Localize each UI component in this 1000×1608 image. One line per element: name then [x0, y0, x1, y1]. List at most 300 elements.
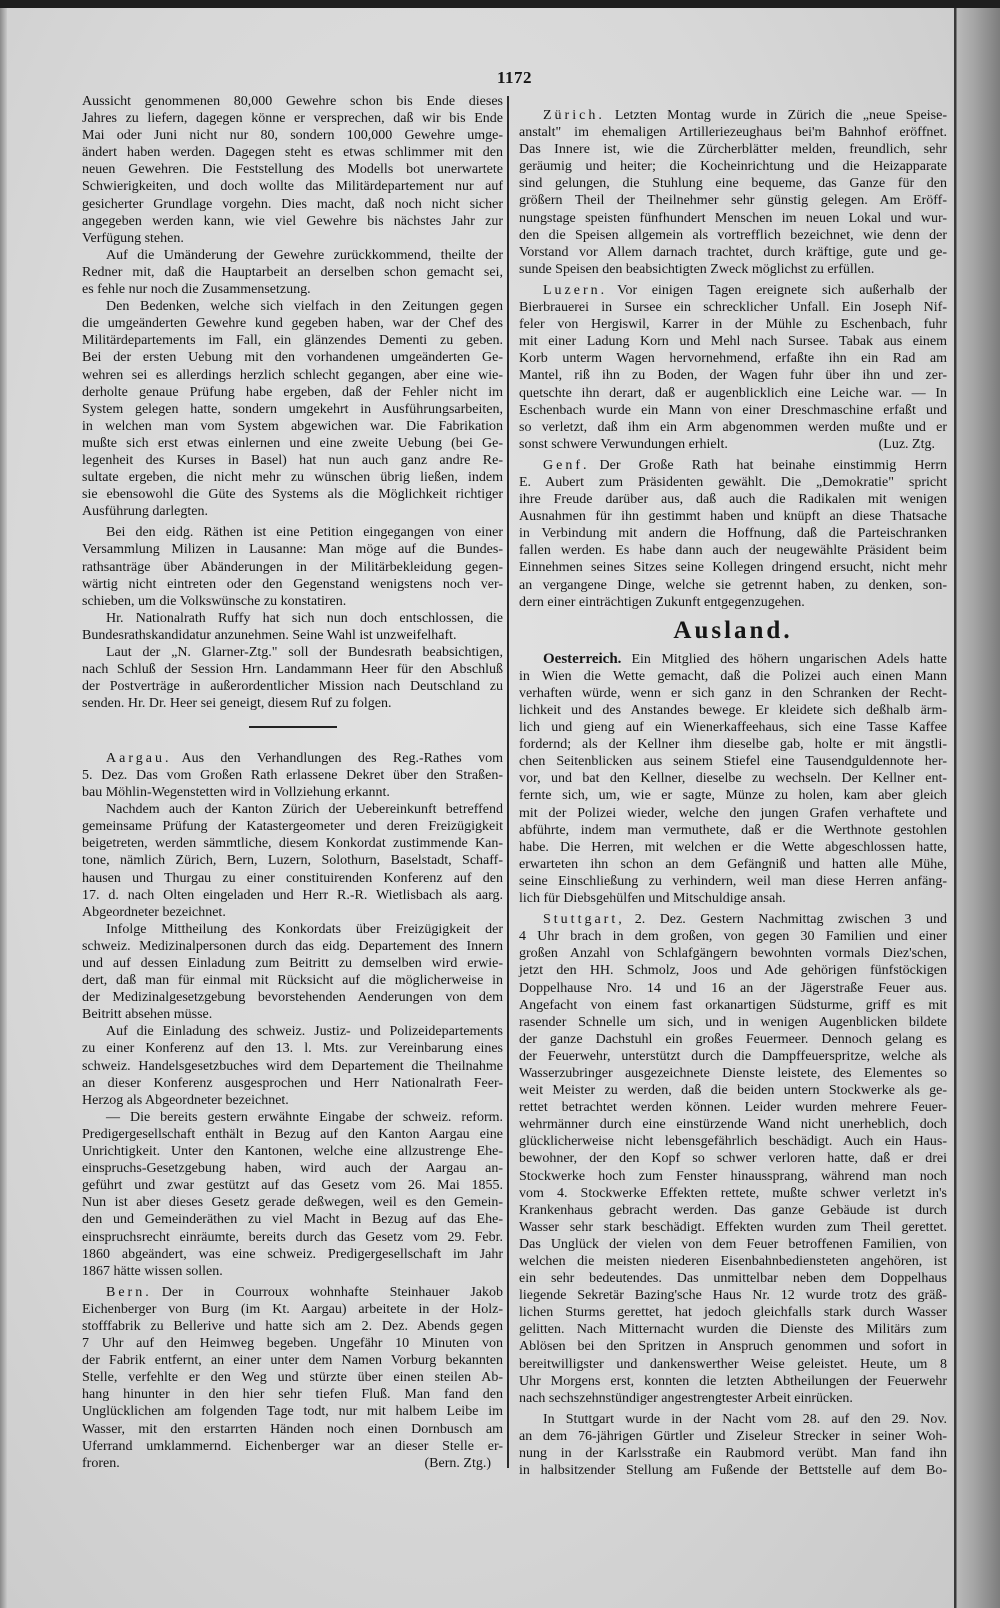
line-text [519, 703, 947, 718]
line-content: bereitwilligster und dankenswerther Weise geleistet. Heute, um 8 [519, 1356, 947, 1372]
line-content: Auf die Umänderung der Gewehre zurückkommend, theilte der [106, 247, 503, 263]
text-line [82, 144, 503, 161]
line-text [82, 111, 503, 126]
line-text [519, 1066, 947, 1081]
line-text [519, 509, 947, 524]
line-text [519, 228, 947, 243]
text-line [82, 818, 503, 835]
text-line [519, 997, 947, 1014]
line-content: mit der Polizei wieder, welche den jungen Grafen verhaftete und [519, 805, 947, 821]
line-content: Ausnahmen für ihn gestimmt haben und knüpft an diese Thatsache [519, 509, 947, 525]
text-line [82, 384, 503, 401]
line-text [82, 1247, 503, 1262]
text-line [519, 419, 947, 436]
line-text [82, 436, 503, 451]
line-text [106, 1110, 503, 1125]
text-line [82, 1194, 503, 1211]
text-line [519, 911, 947, 928]
line-text [519, 1446, 947, 1461]
article-paragraph [82, 801, 503, 921]
line-text [519, 1271, 947, 1286]
text-line [519, 805, 947, 822]
article-dateline: Bern. [106, 1284, 152, 1300]
line-content: der Fabrik entfernt, an einer unter dem Namen Vorburg bekannten [82, 1353, 503, 1369]
line-content: Krankenhaus gebracht werden. Das ganze Gebäude ist durch [519, 1202, 947, 1218]
text-line [82, 524, 503, 541]
text-line [82, 349, 503, 366]
line-content: bewohner, der den Kopf so schwer verloren hatte, daß er drei [519, 1151, 947, 1167]
line-content: Unrichtigkeit. Unter den Kantonen, welche eine allzustrenge Ehe- [82, 1144, 503, 1160]
line-content: Aus den Verhandlungen des Reg.-Rathes vom [181, 750, 503, 766]
text-line [82, 1386, 503, 1403]
line-text [82, 1230, 503, 1245]
line-text [82, 1041, 503, 1056]
article-paragraph [82, 644, 503, 712]
line-content: 17. d. nach Olten eingeladen und Herr R.-R. Wietlisbach als aarg. [82, 887, 503, 903]
text-line [82, 972, 503, 989]
line-content: nach sechszehnstündiger angestrengtester Arbeit einrücken. [519, 1390, 853, 1406]
text-line [519, 945, 947, 962]
line-content: Vorstand vor Allem darnach trachtet, durch kräftige, gute und ge- [519, 244, 947, 260]
text-line [82, 767, 503, 784]
text-line [519, 980, 947, 997]
text-line [519, 753, 947, 770]
text-line [519, 282, 947, 299]
line-content: Verfügung stehen. [82, 230, 184, 246]
line-content: Wasser, mit den erstarrten Händen noch einen Dornbusch am [82, 1421, 503, 1437]
line-text [519, 1429, 947, 1444]
text-line [519, 1356, 947, 1373]
text-line [519, 702, 947, 719]
line-content: 2. Dez. Gestern Nachmittag zwischen 3 und [634, 912, 947, 928]
article-paragraph [519, 1411, 947, 1479]
line-content: einspruchsrecht einräumte, bereits durch das Gesetz vom 29. Febr. [82, 1229, 503, 1245]
line-content: wehren sei es allerdings herzlich schlecht gegangen, aber eine wie- [82, 367, 503, 383]
line-content: neuen Gewehren. Die Feststellung des Modells bot unerwartete [82, 162, 503, 178]
line-text [519, 840, 947, 855]
line-content: Nun ist aber dieses Gesetz gerade deßwegen, weil es den Gemein- [82, 1195, 503, 1211]
line-text [82, 1093, 289, 1108]
line-text [519, 437, 728, 452]
text-line [519, 770, 947, 787]
line-content: die umgeänderten Gewehre kund gegeben haben, war der Chef des [82, 316, 503, 332]
line-text [82, 350, 503, 365]
line-content: weit Meister zu werden, daß die beiden untern Stockwerke als ge- [519, 1083, 947, 1099]
text-line [82, 955, 503, 972]
scan-right-edge [954, 8, 1000, 1608]
line-text [82, 214, 503, 229]
line-content: stofffabrik zu Bellerive und hatte sich am 2. Dez. Abends gegen [82, 1318, 503, 1334]
article-paragraph [82, 921, 503, 1024]
text-line [519, 316, 947, 333]
text-line [82, 1229, 503, 1246]
line-content: In Stuttgart wurde in der Nacht vom 28. auf den 29. Nov. [543, 1411, 947, 1427]
line-content: 5. Dez. Das vom Großen Rath erlassene Dekret über den Straßen- [82, 767, 503, 783]
text-line [519, 839, 947, 856]
line-text [82, 1387, 503, 1402]
line-text [82, 819, 503, 834]
line-content: gemeinsame Prüfung der Katastergeometer und deren Freizügigkeit [82, 819, 503, 835]
line-content: Herzog als Abgeordneter bezeichnet. [82, 1092, 289, 1108]
line-text [519, 1322, 947, 1337]
line-text [519, 1374, 947, 1389]
line-text [82, 1302, 503, 1317]
line-text [519, 963, 947, 978]
line-text [519, 1015, 947, 1030]
text-line [519, 1304, 947, 1321]
text-line [519, 1390, 947, 1407]
text-line [519, 1133, 947, 1150]
line-text [519, 720, 947, 735]
text-line [82, 750, 503, 767]
line-text [106, 802, 503, 817]
text-line [519, 192, 947, 209]
line-content: liegende Sekretär Bazing'sche Haus Nr. 12 wurde trotz des gräß- [519, 1288, 947, 1304]
line-text [82, 1178, 503, 1193]
text-line [519, 719, 947, 736]
text-line [82, 247, 503, 264]
line-content: Unglücklichen am folgenden Tage todt, nur mit halbem Leibe im [82, 1404, 503, 1420]
text-line [82, 435, 503, 452]
text-line [519, 107, 947, 124]
text-line [519, 1014, 947, 1031]
line-content: angegeben werden kann, wie viel Gewehre bis nächstes Jahr zur [82, 213, 503, 229]
text-line [519, 385, 947, 402]
line-content: Stelle, verfehlte er den Weg und stürzte über einen steilen Ab- [82, 1370, 503, 1386]
article-paragraph [82, 93, 503, 247]
line-content: E. Aubert zum Präsidenten gewählt. Die „Demokratie" spricht [519, 474, 947, 490]
line-text [82, 1059, 503, 1074]
text-line [519, 491, 947, 508]
article-paragraph [519, 457, 947, 611]
line-content: Beitritt absehen müsse. [82, 1007, 213, 1023]
line-text [82, 1319, 503, 1334]
text-line [519, 559, 947, 576]
line-text [519, 317, 947, 332]
article-paragraph [82, 610, 503, 644]
line-text [82, 1195, 503, 1210]
line-text [519, 300, 947, 315]
text-line [519, 1338, 947, 1355]
line-text [519, 1186, 947, 1201]
article-paragraph [519, 107, 947, 278]
line-text [519, 125, 947, 140]
line-text [519, 1032, 947, 1047]
line-text [519, 595, 805, 610]
line-content: sind gelungen, die Stuhlung eine bequeme, das Ganze für den [519, 176, 947, 192]
article-dateline: Stuttgart, [543, 912, 625, 928]
line-content: Ausführung darlegten. [82, 504, 208, 520]
line-content: schweiz. Handelsgesetzbuches wird dem Departement die Theilnahme [82, 1058, 503, 1074]
line-content: wärtig nicht eintreten oder den Gegenstand wenigstens noch ver- [82, 576, 503, 592]
line-text [519, 891, 786, 906]
text-line [82, 1058, 503, 1075]
text-line [82, 644, 503, 661]
line-content: Wasserzubringer ausgezeichnete Dienste leistete, des Elementes so [519, 1065, 947, 1081]
line-content: nungstage speisten fünfhundert Menschen im neuen Lokal und wur- [519, 210, 947, 226]
text-line [82, 989, 503, 1006]
line-text [543, 283, 947, 298]
line-text [519, 1169, 947, 1184]
text-line [519, 474, 947, 491]
section-separator-rule [249, 726, 337, 728]
text-line [519, 1099, 947, 1116]
line-text [82, 402, 503, 417]
line-text [82, 990, 503, 1005]
text-line [82, 1352, 503, 1369]
line-text [106, 645, 503, 660]
line-content: den und Gemeinderäthen zu viel Macht in Bezug auf das Ehe- [82, 1212, 503, 1228]
line-content: ein sehr bedeutendes. Das unmittelbar neben dem Doppelhaus [519, 1271, 947, 1287]
line-content: so verletzt, daß ihm ein Arm abgenommen werden mußte und er [519, 419, 947, 435]
line-content: hausen und Thurgau zu einer constituirenden Konferenz auf den [82, 870, 503, 886]
line-text [82, 768, 503, 783]
article-paragraph [82, 524, 503, 609]
text-line [519, 1428, 947, 1445]
text-line [82, 1075, 503, 1092]
line-text [519, 1254, 947, 1269]
line-content: Eichenberger von Burg (im Kt. Aargau) arbeitete in der Holz- [82, 1301, 503, 1317]
source-attribution: (Bern. Ztg.) [424, 1455, 491, 1471]
text-line [519, 1270, 947, 1287]
line-content: an dieser Konferenz ausgesprochen und Herr Nationalrath Feer- [82, 1075, 503, 1091]
line-content: der Feuerwehr, unterstützt durch die Dampffeuerspritze, welche als [519, 1048, 947, 1064]
text-line [519, 141, 947, 158]
text-line [82, 835, 503, 852]
line-content: sonst schwere Verwundungen erhielt. [519, 436, 728, 452]
text-line [519, 1202, 947, 1219]
text-line [519, 856, 947, 873]
line-text [519, 754, 947, 769]
line-content: vor, und bat den Kellner, dieselbe zu wechseln. Der Kellner ent- [519, 771, 947, 787]
line-content: Aussicht genommenen 80,000 Gewehre schon bis Ende dieses [82, 94, 503, 109]
text-line [82, 315, 503, 332]
line-text [82, 265, 503, 280]
text-line [519, 822, 947, 839]
line-text [519, 929, 947, 944]
line-text [519, 857, 947, 872]
text-line [82, 418, 503, 435]
line-content: Versammlung Milizen in Lausanne: Man möge auf die Bundes- [82, 542, 503, 558]
text-line [82, 1109, 503, 1126]
text-line [519, 436, 947, 453]
line-text [82, 853, 503, 868]
line-content: Bei der ersten Uebung mit den vorhandenen umgeänderten Ge- [82, 350, 503, 366]
line-content: froren. [82, 1455, 120, 1471]
line-content: Bundesrathskandidatur anzunehmen. Seine Wahl ist unzweifelhaft. [82, 627, 457, 643]
text-line [519, 1253, 947, 1270]
column-divider [507, 96, 509, 1468]
text-line [82, 678, 503, 695]
text-line [82, 661, 503, 678]
text-line [519, 1411, 947, 1428]
line-content: Das Innere ist, wie die Zürcherblätter melden, freundlich, sehr [519, 142, 947, 158]
line-content: 4 Uhr brach in dem großen, von gegen 30 Familien und einer [519, 929, 947, 945]
line-text [82, 282, 311, 297]
article-dateline: Zürich. [543, 108, 605, 123]
line-text [519, 1203, 947, 1218]
line-text [106, 1024, 503, 1039]
text-line [82, 196, 503, 213]
text-line [82, 1438, 503, 1455]
text-line [519, 1287, 947, 1304]
line-text [519, 1237, 947, 1252]
line-text [82, 679, 503, 694]
line-content: geführt und zwar gestützt auf das Gesetz vom 26. Mai 1855. [82, 1178, 503, 1194]
line-content: Ein Mitglied des höhern ungarischen Adels hatte [631, 651, 947, 667]
text-line [82, 870, 503, 887]
line-content: Infolge Mittheilung des Konkordats über Freizügigkeit der [106, 921, 503, 937]
text-line [519, 367, 947, 384]
text-line [82, 1211, 503, 1228]
line-content: an vergangene Dinge, welche sie getrennt haben, zu denken, son- [519, 577, 947, 593]
text-line [519, 1082, 947, 1099]
text-line [519, 873, 947, 890]
line-text [82, 560, 503, 575]
line-content: in Wien die Wette gemacht, daß die Polizei auch einen Mann [519, 668, 947, 684]
line-text [519, 771, 947, 786]
line-content: lich und gieng auf ein Wienerkaffeehaus, sich eine Tasse Kaffee [519, 720, 947, 736]
text-line [82, 801, 503, 818]
line-content: Redner mit, daß die Hauptarbeit an derselben schon gemacht sei, [82, 264, 503, 280]
line-content: Jahres zu liefern, dagegen könne er versprechen, daß wir bis Ende [82, 111, 503, 127]
line-content: legenheit des Kurses in Basel) hat nun auch ganz andre Re- [82, 452, 503, 468]
line-content: ihre Freude darüber aus, daß auch die Radikalen mit wenigen [519, 492, 947, 508]
line-text [519, 946, 947, 961]
line-content: abführte, indem man vermuthete, daß er die Werthnote gestohlen [519, 822, 947, 838]
line-text [519, 1339, 947, 1354]
line-text [519, 475, 947, 490]
line-text [519, 806, 947, 821]
line-text [82, 333, 503, 348]
text-line [82, 1143, 503, 1160]
text-line [82, 1177, 503, 1194]
article-paragraph [82, 1109, 503, 1280]
text-line [519, 577, 947, 594]
text-line [519, 736, 947, 753]
line-content: zu einer Konferenz auf den 13. l. Mts. zur Vereinbarung eines [82, 1041, 503, 1057]
text-line [519, 1445, 947, 1462]
text-line [519, 1462, 947, 1479]
text-line [519, 1116, 947, 1133]
line-text [519, 737, 947, 752]
line-text [519, 560, 947, 575]
text-line [519, 1065, 947, 1082]
line-content: Stockwerke hoch zum Fenster hinaussprang, während man noch [519, 1168, 947, 1184]
text-line [82, 938, 503, 955]
line-content: sunde Speisen den beabsichtigten Zweck möglichst zu erfüllen. [519, 261, 875, 277]
line-text [82, 1076, 503, 1091]
line-content: Eschenbach wurde ein Mann von einer Dreschmaschine erfaßt und [519, 402, 947, 418]
line-text [82, 836, 503, 851]
article-dateline: Oesterreich. [543, 650, 622, 667]
text-line [82, 469, 503, 486]
line-text [519, 193, 947, 208]
text-line [82, 110, 503, 127]
text-line [82, 367, 503, 384]
text-line [82, 1301, 503, 1318]
text-line [519, 508, 947, 525]
line-text [82, 1439, 503, 1454]
text-line [519, 1168, 947, 1185]
line-text [82, 1404, 503, 1419]
line-content: hang hinunter in den hier sehr tiefen Fluß. Man fand den [82, 1387, 503, 1403]
line-text [82, 888, 503, 903]
text-line [82, 161, 503, 178]
line-content: gesicherter Grundlage vorgehn. Dies macht, daß noch nicht sicher [82, 196, 503, 212]
text-line [519, 1031, 947, 1048]
text-line [82, 1126, 503, 1143]
text-line [82, 298, 503, 315]
text-line [519, 402, 947, 419]
text-line [82, 332, 503, 349]
line-text [82, 419, 503, 434]
text-line [82, 1263, 503, 1280]
text-line [82, 1160, 503, 1177]
line-text [82, 628, 457, 643]
line-text [82, 197, 503, 212]
line-text [519, 543, 947, 558]
line-content: Angefacht von einem fast orkanartigen Südsturme, griff es mit [519, 997, 947, 1013]
line-text [543, 1412, 947, 1427]
line-text [519, 176, 947, 191]
line-content: schweiz. Medizinalpersonen durch das eidg. Departement des Innern [82, 938, 503, 954]
line-content: größern Theil der Theilnehmer sehr günstig gelegen. Am Eröff- [519, 193, 947, 209]
line-content: 1860 abgeändert, was eine schweiz. Predigergesellschaft im Jahr [82, 1246, 503, 1262]
text-line [519, 261, 947, 278]
text-line [82, 213, 503, 230]
text-line [519, 668, 947, 685]
text-line [82, 887, 503, 904]
line-content: Der in Courroux wohnhafte Steinhauer Jakob [161, 1284, 503, 1300]
line-content: rathsanträge über Abänderungen in der Militärbekleidung gegen- [82, 559, 503, 575]
text-line [82, 1455, 503, 1472]
line-content: es fehle nur noch die Zusammensetzung. [82, 282, 311, 298]
line-content: Korb unterm Wagen hervornehmend, erfaßte ihn ein Rad am [519, 351, 947, 367]
line-text [82, 662, 503, 677]
line-content: Bierbrauerei in Sursee ein schrecklicher Unfall. Ein Joseph Nif- [519, 300, 947, 316]
line-content: Einnehmen seines Sitzes seine Kollegen dringend ersucht, nicht mehr [519, 560, 947, 576]
text-line [519, 124, 947, 141]
line-text [519, 998, 947, 1013]
line-text [82, 487, 503, 502]
article-paragraph [82, 247, 503, 298]
line-text [519, 420, 947, 435]
line-text [82, 939, 503, 954]
text-line [82, 593, 503, 610]
line-content: Mai oder Juni nicht nur 80, sondern 100,000 Gewehre umge- [82, 128, 503, 144]
line-content: Hr. Nationalrath Ruffy hat sich nun doch entschlossen, die [106, 610, 503, 626]
line-content: lichen Sturms gerettet, hat jedoch gleichfalls stark durch Wasser [519, 1305, 947, 1321]
left-column [82, 93, 503, 1472]
line-text [82, 453, 503, 468]
line-text [82, 1144, 503, 1159]
text-line [519, 890, 947, 907]
line-text [106, 248, 503, 263]
line-text [519, 1391, 853, 1406]
line-content: seine Einschließung zu verhindern, weil man diese Herren anfäng- [519, 873, 947, 889]
line-content: der Postverträge in außerordentlicher Mission nach Deutschland zu [82, 679, 503, 695]
line-content: vom 4. Stockwerke Effekten rettete, mußte schwer verletzt in's [519, 1185, 947, 1201]
line-text [519, 1463, 947, 1478]
text-line [82, 264, 503, 281]
text-line [82, 93, 503, 110]
line-content: Nachdem auch der Kanton Zürich der Uebereinkunft betreffend [106, 802, 503, 818]
line-text [519, 334, 947, 349]
line-text [519, 1134, 947, 1149]
line-content: Laut der „N. Glarner-Ztg." soll der Bundesrath beabsichtigen, [106, 645, 503, 660]
text-line [519, 542, 947, 559]
